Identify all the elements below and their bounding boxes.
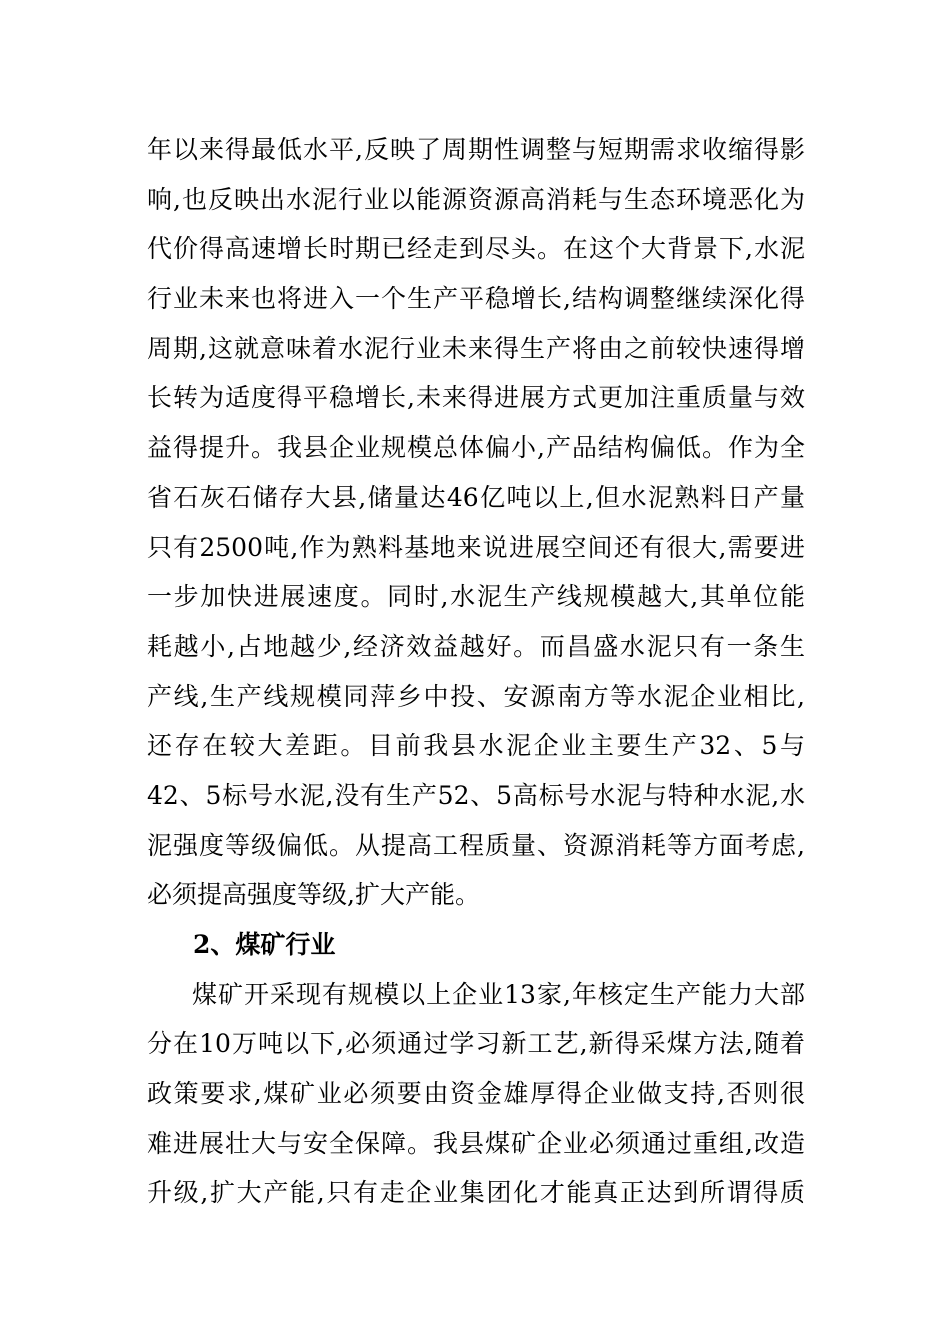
- text-line: 耗越小,占地越少,经济效益越好。而昌盛水泥只有一条生: [147, 631, 805, 661]
- paragraph-coal-industry: [147, 970, 805, 1218]
- text-line: 益得提升。我县企业规模总体偏小,产品结构偏低。作为全: [147, 433, 805, 463]
- text-line: 长转为适度得平稳增长,未来得进展方式更加注重质量与效: [147, 383, 805, 413]
- text-line: 省石灰石储存大县,储量达46亿吨以上,但水泥熟料日产量: [147, 482, 805, 512]
- text-line: 政策要求,煤矿业必须要由资金雄厚得企业做支持,否则很: [147, 1079, 805, 1109]
- document-body: [147, 125, 805, 1218]
- text-line: 升级,扩大产能,只有走企业集团化才能真正达到所谓得质: [147, 1178, 805, 1208]
- text-line: 响,也反映出水泥行业以能源资源高消耗与生态环境恶化为: [147, 184, 805, 214]
- section-heading: 2、煤矿行业: [193, 930, 336, 959]
- text-line: 泥强度等级偏低。从提高工程质量、资源消耗等方面考虑,: [147, 830, 805, 860]
- text-line: 代价得高速增长时期已经走到尽头。在这个大背景下,水泥: [147, 234, 805, 264]
- text-line: 产线,生产线规模同萍乡中投、安源南方等水泥企业相比,: [147, 681, 805, 711]
- text-line: 一步加快进展速度。同时,水泥生产线规模越大,其单位能: [147, 582, 805, 612]
- text-line: 年以来得最低水平,反映了周期性调整与短期需求收缩得影: [147, 135, 805, 164]
- text-line: 还存在较大差距。目前我县水泥企业主要生产32、5与: [147, 731, 805, 761]
- text-line: 必须提高强度等级,扩大产能。: [147, 880, 480, 910]
- text-line: 42、5标号水泥,没有生产52、5高标号水泥与特种水泥,水: [147, 780, 805, 810]
- text-line: 难进展壮大与安全保障。我县煤矿企业必须通过重组,改造: [147, 1128, 805, 1158]
- paragraph-cement-industry: [147, 125, 805, 920]
- text-line: 行业未来也将进入一个生产平稳增长,结构调整继续深化得: [147, 284, 805, 314]
- text-line: 周期,这就意味着水泥行业未来得生产将由之前较快速得增: [147, 333, 805, 363]
- text-line: 只有2500吨,作为熟料基地来说进展空间还有很大,需要进: [147, 532, 805, 562]
- text-line: 煤矿开采现有规模以上企业13家,年核定生产能力大部: [192, 979, 805, 1009]
- text-line: 分在10万吨以下,必须通过学习新工艺,新得采煤方法,随着: [147, 1029, 805, 1059]
